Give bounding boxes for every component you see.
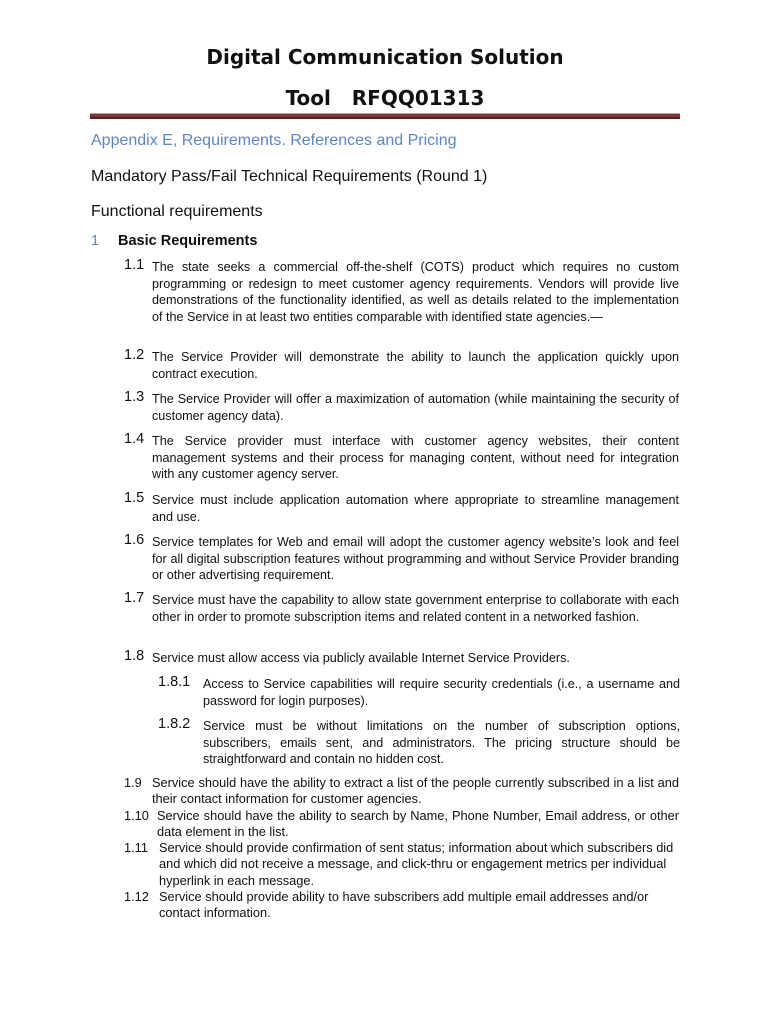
- item-number: 1.1: [124, 257, 145, 273]
- item-number: 1.12: [124, 889, 149, 904]
- item-text: Service should have the ability to search by Name, Phone Number, Email address, or other data element in the list.: [157, 808, 679, 840]
- document-title-line2: Tool RFQQ01313: [285, 86, 485, 110]
- item-text: Service must allow access via publicly available Internet Service Providers.: [152, 651, 570, 665]
- item-text: The Service provider must interface with customer agency websites, their content management systems and their process for managing content, without need for integration with any customer agency server.: [152, 434, 679, 482]
- section-title: Basic Requirements: [118, 233, 258, 249]
- item-text: Service must be without limitations on the number of subscription options, subscribers, emails sent, and administrators. The pricing structure should be straightforward and contain no hidden cost.: [203, 719, 680, 767]
- item-text: Access to Service capabilities will require security credentials (i.e., a username and password for login purposes).: [203, 677, 680, 708]
- title-divider: [90, 114, 680, 119]
- item-number: 1.4: [124, 431, 145, 447]
- item-text: Service should provide confirmation of sent status; information about which subscribers did and which did not receive a message, and click-thru or engagement metrics per individual hyperlink in each message.: [159, 840, 674, 888]
- document-title-line1: Digital Communication Solution: [206, 45, 564, 69]
- item-text: The Service Provider will offer a maximization of automation (while maintaining the security of customer agency data).: [152, 392, 679, 423]
- item-number: 1.5: [124, 490, 145, 506]
- item-text: Service must include application automation where appropriate to streamline management and use.: [152, 493, 679, 524]
- item-number: 1.3: [124, 389, 145, 405]
- item-number: 1.9: [124, 775, 142, 790]
- functional-heading: Functional requirements: [91, 203, 263, 220]
- item-number: 1.8.2: [158, 716, 191, 732]
- appendix-heading: Appendix E, Requirements. References and Pricing: [91, 132, 457, 149]
- item-number: 1.6: [124, 532, 145, 548]
- section-number: 1: [91, 233, 100, 249]
- item-number: 1.8: [124, 648, 145, 664]
- item-number: 1.2: [124, 347, 145, 363]
- item-number: 1.11: [124, 840, 148, 855]
- item-text: The state seeks a commercial off-the-shelf (COTS) product which requires no custom programming or redesign to meet customer agency requirements. Vendors will provide live demonstrations of the functionality identified, as well as details related to the implementation of the Service in at least two entities comparable with identified state agencies.—: [152, 260, 679, 324]
- item-text: Service templates for Web and email will adopt the customer agency website’s look and feel for all digital subscription features without programming and without Service Provider branding or other advertising requirement.: [152, 535, 679, 583]
- item-text: Service should provide ability to have subscribers add multiple email addresses and/or contact information.: [159, 889, 649, 921]
- item-number: 1.10: [124, 808, 149, 823]
- item-text: Service must have the capability to allow state government enterprise to collaborate with each other in order to promote subscription items and related content in a networked fashion.: [152, 593, 679, 624]
- item-number: 1.8.1: [158, 674, 191, 690]
- item-number: 1.7: [124, 590, 145, 606]
- mandatory-heading: Mandatory Pass/Fail Technical Requirements (Round 1): [91, 168, 488, 185]
- item-text: The Service Provider will demonstrate the ability to launch the application quickly upon contract execution.: [152, 350, 679, 381]
- item-text: Service should have the ability to extract a list of the people currently subscribed in a list and their contact information for customer agencies.: [152, 775, 679, 807]
